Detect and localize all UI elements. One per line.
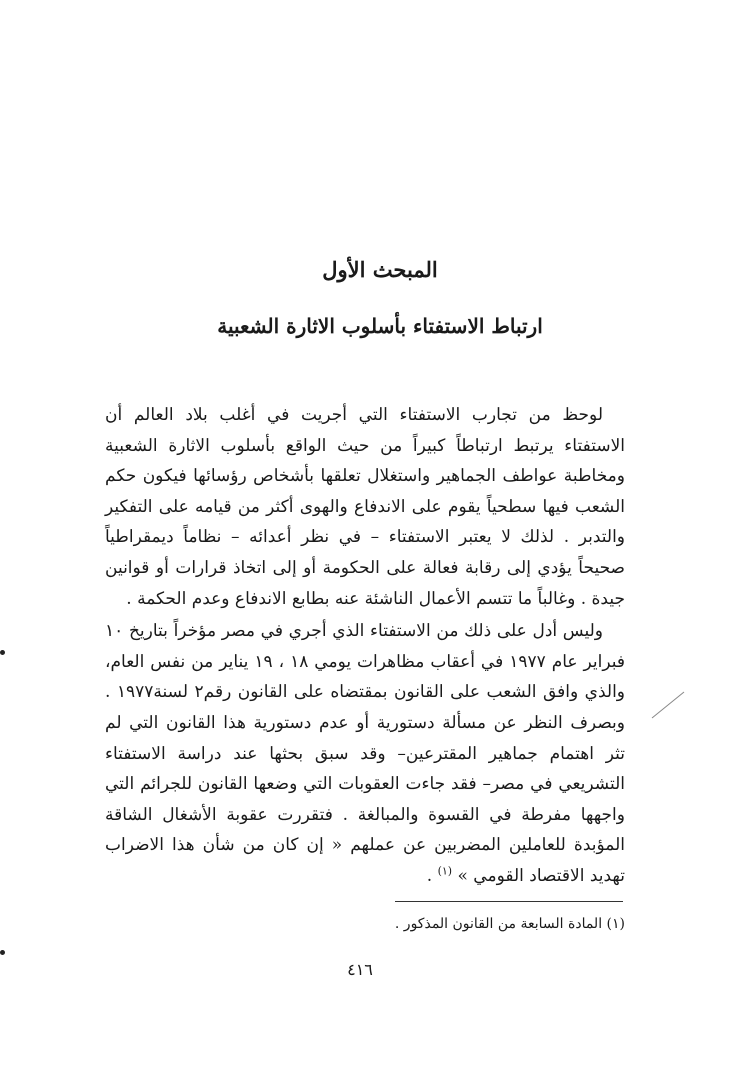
section-title: المبحث الأول <box>322 257 438 282</box>
footnote: (١) المادة السابعة من القانون المذكور . <box>394 916 625 932</box>
paragraph-text: وليس أدل على ذلك من الاستفتاء الذي أجري في مصر مؤخراً بتاريخ ١٠ فبراير عام ١٩٧٧ في أعقاب مظاهرات يومي ١٨ ، ١٩ يناير من نفس العام، والذي وافق الشعب على القانون بمقتضاه على القانون رقم٢ لسنة١٩٧٧ . وبصرف النظر عن مسألة دستورية أو عدم دستورية هذا القانون التي لم تثر اهتمام جماهير المقترعين– وقد سبق بحثها عند دراسة الاستفتاء التشريعي في مصر– فقد جاءت العقوبات التي وضعها القانون للجرائم التي واجهها مفرطة في القسوة والمبالغة . فتقررت عقوبة الأشغال الشاقة المؤبدة للعاملين المضربين عن عملهم « إن كان من شأن هذا الاضراب تهديد الاقتصاد القومي » <box>105 621 626 886</box>
paragraph <box>105 616 625 891</box>
footnote-reference: (١) <box>437 864 453 878</box>
body-text <box>105 400 625 892</box>
section-subtitle: ارتباط الاستفتاء بأسلوب الاثارة الشعبية <box>217 314 543 338</box>
paragraph-end: . <box>426 865 438 886</box>
margin-dot-mark <box>0 650 5 655</box>
paragraph: لوحظ من تجارب الاستفتاء التي أجريت في أغلب بلاد العالم أن الاستفتاء يرتبط ارتباطاً كبيراً من حيث الواقع بأسلوب الاثارة الشعبية ومخاطبة عواطف الجماهير واستغلال تعلقها بأشخاص رؤسائها فيكون حكم الشعب فيها سطحياً يقوم على الاندفاع والهوى أكثر من قيامه على التفكير والتدبر . لذلك لا يعتبر الاستفتاء – في نظر أعدائه – نظاماً ديمقراطياً صحيحاً يؤدي إلى رقابة فعالة على الحكومة أو إلى اتخاذ قرارات أو قوانين جيدة . وغالباً ما تتسم الأعمال الناشئة عنه بطابع الاندفاع وعدم الحكمة . <box>105 405 625 609</box>
page-number: ٤١٦ <box>347 960 373 979</box>
margin-dot-mark <box>0 950 5 955</box>
footnote-divider <box>395 901 623 902</box>
pencil-stroke-mark <box>650 690 686 720</box>
